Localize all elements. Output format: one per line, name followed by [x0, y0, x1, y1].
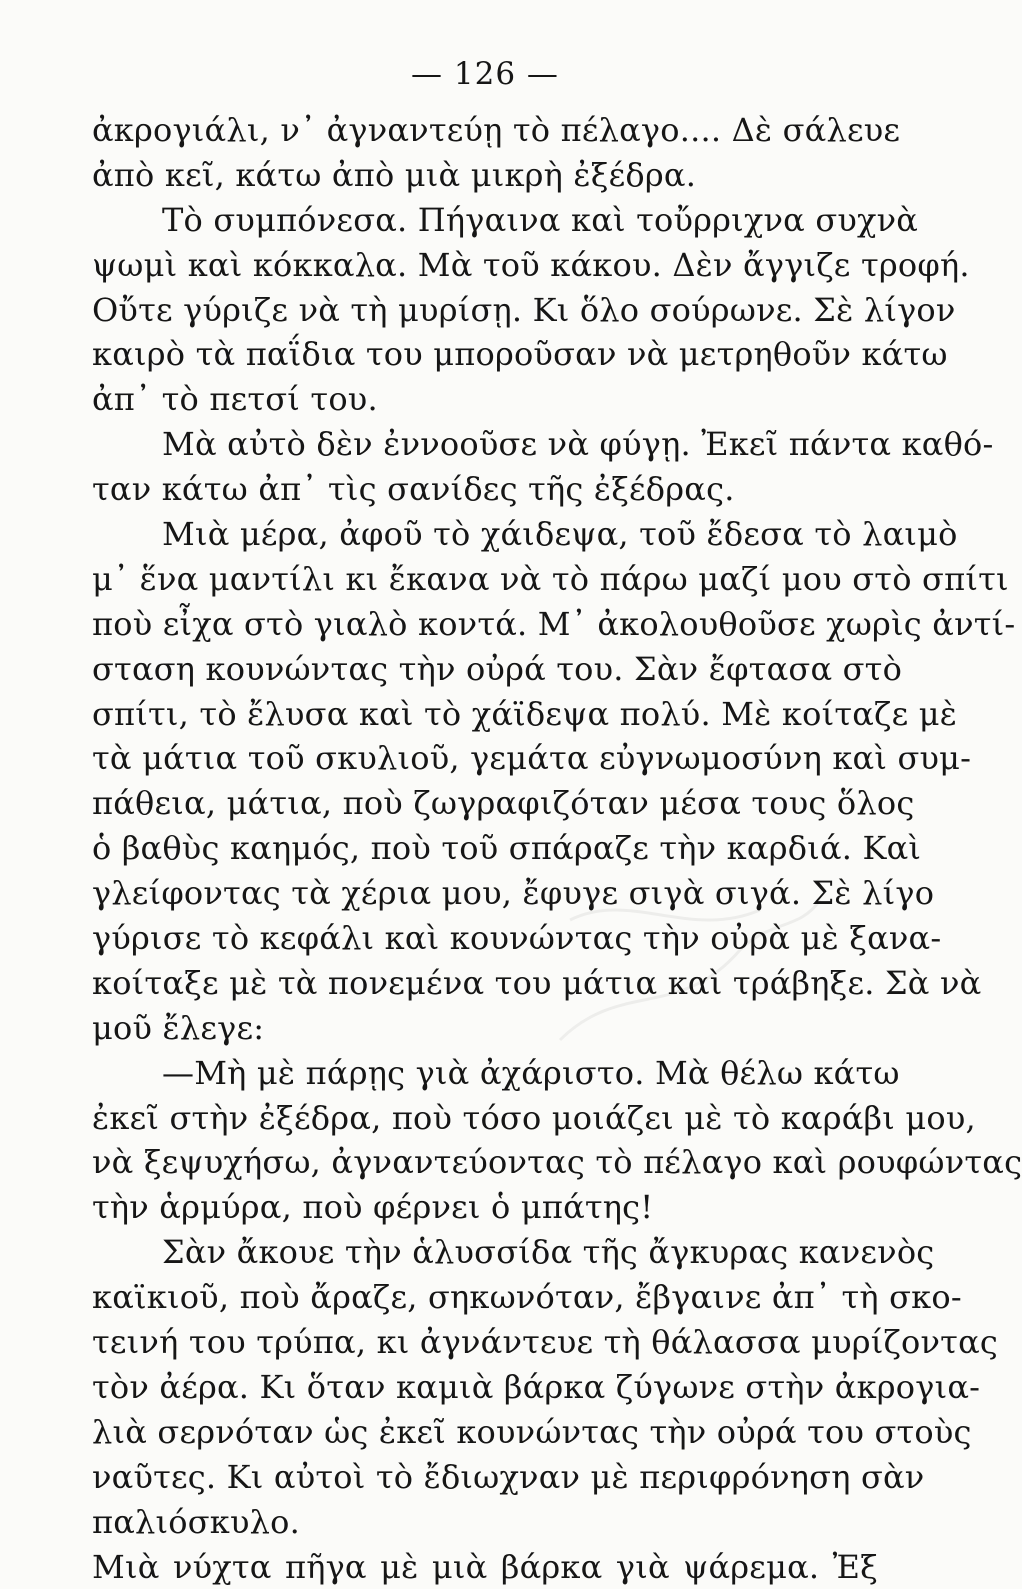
- text-line: τεινή του τρύπα, κι ἀγνάντευε τὴ θάλασσα μυρίζοντας: [92, 1320, 878, 1365]
- text-line: Σὰν ἄκουε τὴν ἁλυσσίδα τῆς ἄγκυρας κανενὸς: [92, 1230, 878, 1275]
- text-line: ἀπ᾿ τὸ πετσί του.: [92, 377, 878, 422]
- text-line: ἀκρογιάλι, ν᾿ ἀγναντεύῃ τὸ πέλαγο.... Δὲ σάλευε: [92, 108, 878, 153]
- text-line: καϊκιοῦ, ποὺ ἄραζε, σηκωνόταν, ἔβγαινε ἀπ᾿ τὴ σκο-: [92, 1275, 878, 1320]
- text-line: καιρὸ τὰ παΐδια του μποροῦσαν νὰ μετρηθοῦν κάτω: [92, 332, 878, 377]
- text-line: μ᾿ ἕνα μαντίλι κι ἔκανα νὰ τὸ πάρω μαζί μου στὸ σπίτι: [92, 557, 878, 602]
- text-line: κοίταξε μὲ τὰ πονεμένα του μάτια καὶ τράβηξε. Σὰ νὰ: [92, 961, 878, 1006]
- text-line: ἐκεῖ στὴν ἐξέδρα, ποὺ τόσο μοιάζει μὲ τὸ καράβι μου,: [92, 1096, 878, 1141]
- text-line: νὰ ξεψυχήσω, ἀγναντεύοντας τὸ πέλαγο καὶ ρουφώντας: [92, 1140, 878, 1185]
- text-line: παλιόσκυλο.: [92, 1500, 878, 1545]
- text-line: ταν κάτω ἀπ᾿ τὶς σανίδες τῆς ἐξέδρας.: [92, 467, 878, 512]
- text-line: πάθεια, μάτια, ποὺ ζωγραφιζόταν μέσα τους ὅλος: [92, 781, 878, 826]
- text-line: λιὰ σερνόταν ὡς ἐκεῖ κουνώντας τὴν οὐρά του στοὺς: [92, 1410, 878, 1455]
- text-line: ποὺ εἶχα στὸ γιαλὸ κοντά. Μ᾿ ἀκολουθοῦσε χωρὶς ἀντί-: [92, 602, 878, 647]
- text-line: ἀπὸ κεῖ, κάτω ἀπὸ μιὰ μικρὴ ἐξέδρα.: [92, 153, 878, 198]
- text-line: ναῦτες. Κι αὐτοὶ τὸ ἔδιωχναν μὲ περιφρόνηση σὰν: [92, 1455, 878, 1500]
- text-line: σταση κουνώντας τὴν οὐρά του. Σὰν ἔφτασα στὸ: [92, 647, 878, 692]
- text-line: ψωμὶ καὶ κόκκαλα. Μὰ τοῦ κάκου. Δὲν ἄγγιζε τροφή.: [92, 243, 878, 288]
- text-body: [92, 108, 878, 1589]
- text-line: Μιὰ μέρα, ἀφοῦ τὸ χάιδεψα, τοῦ ἔδεσα τὸ λαιμὸ: [92, 512, 878, 557]
- text-line: —Μὴ μὲ πάρῃς γιὰ ἀχάριστο. Μὰ θέλω κάτω: [92, 1051, 878, 1096]
- text-line: γλείφοντας τὰ χέρια μου, ἔφυγε σιγὰ σιγά. Σὲ λίγο: [92, 871, 878, 916]
- text-line: γύρισε τὸ κεφάλι καὶ κουνώντας τὴν οὐρὰ μὲ ξανα-: [92, 916, 878, 961]
- text-line: τὸν ἀέρα. Κι ὅταν καμιὰ βάρκα ζύγωνε στὴν ἀκρογια-: [92, 1365, 878, 1410]
- text-line: τὰ μάτια τοῦ σκυλιοῦ, γεμάτα εὐγνωμοσύνη καὶ συμ-: [92, 736, 878, 781]
- text-line: Τὸ συμπόνεσα. Πήγαινα καὶ τοὔρριχνα συχνὰ: [92, 198, 878, 243]
- text-line: ὁ βαθὺς καημός, ποὺ τοῦ σπάραζε τὴν καρδιά. Καὶ: [92, 826, 878, 871]
- text-line: Μιὰ νύχτα πῆγα μὲ μιὰ βάρκα γιὰ ψάρεμα. Ἐξ: [92, 1545, 878, 1589]
- text-line: Μὰ αὐτὸ δὲν ἐννοοῦσε νὰ φύγῃ. Ἐκεῖ πάντα καθό-: [92, 422, 878, 467]
- text-line: τὴν ἁρμύρα, ποὺ φέρνει ὁ μπάτης!: [92, 1185, 878, 1230]
- text-line: Οὔτε γύριζε νὰ τὴ μυρίσῃ. Κι ὅλο σούρωνε. Σὲ λίγον: [92, 288, 878, 333]
- text-line: σπίτι, τὸ ἔλυσα καὶ τὸ χάϊδεψα πολύ. Μὲ κοίταζε μὲ: [92, 692, 878, 737]
- page-number: — 126 —: [92, 52, 878, 96]
- text-line: μοῦ ἔλεγε:: [92, 1006, 878, 1051]
